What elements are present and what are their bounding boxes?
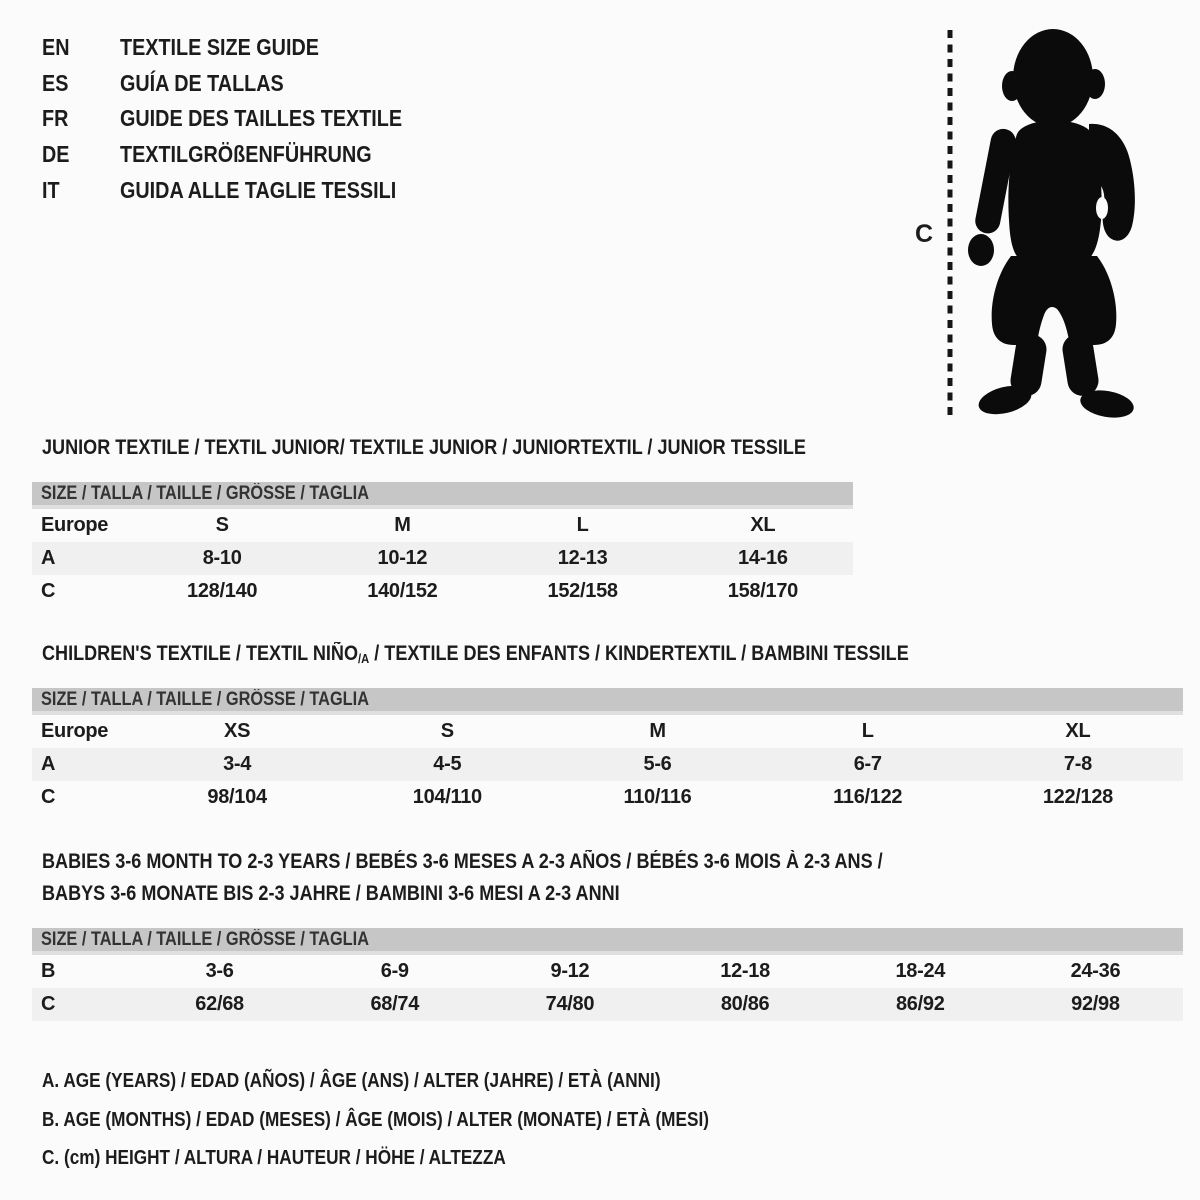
- guide-title-en: TEXTILE SIZE GUIDE: [120, 34, 319, 61]
- table-row: [32, 955, 1183, 988]
- height-cell: 122/128: [1042, 786, 1114, 808]
- guide-title-it: GUIDA ALLE TAGLIE TESSILI: [120, 176, 397, 203]
- section-title-babies-line2: BABYS 3-6 MONATE BIS 2-3 JAHRE / BAMBINI 3-6 MESI A 2-3 ANNI: [42, 882, 620, 905]
- section-title-junior: JUNIOR TEXTILE / TEXTIL JUNIOR/ TEXTILE JUNIOR / JUNIORTEXTIL / JUNIOR TESSILE: [42, 436, 806, 459]
- height-cell: 152/158: [547, 580, 618, 602]
- table-row: [32, 509, 853, 542]
- table-row: [32, 542, 853, 575]
- language-row-it: [42, 172, 448, 208]
- table-row: [32, 575, 853, 608]
- age-cell: 6-9: [380, 960, 409, 982]
- size-header-text: SIZE / TALLA / TAILLE / GRÖSSE / TAGLIA: [41, 929, 370, 950]
- table-row: [32, 781, 1183, 814]
- table-row: [32, 748, 1183, 781]
- size-cell: M: [394, 514, 411, 536]
- size-header-bar: [32, 482, 853, 509]
- height-cell: 116/122: [833, 786, 903, 808]
- guide-title-es: GUÍA DE TALLAS: [120, 69, 284, 96]
- babies-size-table: [32, 928, 1183, 1021]
- language-code: DE: [42, 141, 70, 168]
- children-title-post: / TEXTILE DES ENFANTS / KINDERTEXTIL / BAMBINI TESSILE: [369, 642, 909, 665]
- row-label: B: [41, 960, 56, 982]
- size-header-text: SIZE / TALLA / TAILLE / GRÖSSE / TAGLIA: [41, 483, 370, 504]
- children-title-sub: /A: [358, 650, 370, 666]
- size-cell: S: [215, 514, 229, 536]
- height-cell: 92/98: [1071, 993, 1120, 1015]
- section-title-babies-line1: BABIES 3-6 MONTH TO 2-3 YEARS / BEBÉS 3-6 MESES A 2-3 AÑOS / BÉBÉS 3-6 MOIS À 2-3 ANS /: [42, 850, 883, 873]
- size-cell: XS: [224, 720, 251, 742]
- language-title-block: [42, 30, 448, 208]
- height-label-c: C: [915, 220, 934, 248]
- language-code: EN: [42, 34, 70, 61]
- table-row: [32, 988, 1183, 1021]
- age-cell: 4-5: [433, 753, 462, 775]
- legend-line-b: [42, 1101, 818, 1140]
- language-row-en: [42, 30, 448, 66]
- row-label: Europe: [41, 514, 109, 536]
- age-cell: 18-24: [895, 960, 946, 982]
- age-cell: 14-16: [738, 547, 788, 569]
- size-cell: S: [440, 720, 454, 742]
- figure-area: [893, 10, 1155, 422]
- language-row-de: [42, 137, 448, 173]
- height-cell: 98/104: [207, 786, 267, 808]
- measurement-legend: [42, 1062, 818, 1178]
- age-cell: 8-10: [202, 547, 242, 569]
- age-cell: 24-36: [1070, 960, 1121, 982]
- toddler-figure: [968, 29, 1136, 421]
- row-label: C: [41, 580, 56, 602]
- language-code: ES: [42, 69, 69, 96]
- height-cell: 110/116: [623, 786, 692, 808]
- toddler-silhouette-icon: [893, 10, 1155, 422]
- language-row-fr: [42, 101, 448, 137]
- section-title-children: [42, 642, 909, 666]
- legend-line-c: [42, 1139, 818, 1178]
- children-size-table: [32, 688, 1183, 814]
- children-title-pre: CHILDREN'S TEXTILE / TEXTIL NIÑO: [42, 642, 359, 665]
- age-cell: 6-7: [853, 753, 882, 775]
- size-cell: XL: [1065, 720, 1091, 742]
- row-label: Europe: [41, 720, 109, 742]
- size-cell: XL: [750, 514, 776, 536]
- table-row: [32, 715, 1183, 748]
- legend-text-a: A. AGE (YEARS) / EDAD (AÑOS) / ÂGE (ANS) / ALTER (JAHRE) / ETÀ (ANNI): [42, 1070, 661, 1092]
- legend-text-c: C. (cm) HEIGHT / ALTURA / HAUTEUR / HÖHE / ALTEZZA: [42, 1147, 506, 1170]
- height-cell: 62/68: [195, 993, 244, 1015]
- language-row-es: [42, 66, 448, 102]
- guide-title-fr: GUIDE DES TAILLES TEXTILE: [120, 105, 403, 132]
- height-cell: 158/170: [727, 580, 798, 602]
- height-cell: 80/86: [720, 993, 770, 1015]
- legend-line-a: [42, 1062, 818, 1101]
- guide-title-de: TEXTILGRÖßENFÜHRUNG: [120, 141, 372, 168]
- height-cell: 68/74: [370, 993, 420, 1015]
- size-cell: M: [649, 720, 666, 742]
- size-cell: L: [861, 720, 874, 742]
- legend-text-b: B. AGE (MONTHS) / EDAD (MESES) / ÂGE (MOIS) / ALTER (MONATE) / ETÀ (MESI): [42, 1108, 709, 1131]
- age-cell: 9-12: [550, 960, 590, 982]
- age-cell: 3-4: [223, 753, 252, 775]
- size-header-bar: [32, 928, 1183, 955]
- height-cell: 128/140: [187, 580, 258, 602]
- row-label: C: [41, 786, 56, 808]
- row-label: C: [41, 993, 56, 1015]
- junior-size-table: [32, 482, 853, 608]
- height-cell: 74/80: [545, 993, 595, 1015]
- age-cell: 12-13: [557, 547, 608, 569]
- size-header-text: SIZE / TALLA / TAILLE / GRÖSSE / TAGLIA: [41, 689, 370, 710]
- age-cell: 5-6: [643, 753, 672, 775]
- language-code: IT: [42, 176, 60, 203]
- size-cell: L: [576, 514, 589, 536]
- height-cell: 140/152: [367, 580, 438, 602]
- size-header-bar: [32, 688, 1183, 715]
- row-label: A: [41, 547, 56, 569]
- age-cell: 7-8: [1063, 753, 1092, 775]
- row-label: A: [41, 753, 56, 775]
- age-cell: 12-18: [720, 960, 770, 982]
- age-cell: 10-12: [377, 547, 428, 569]
- height-cell: 104/110: [412, 786, 482, 808]
- age-cell: 3-6: [205, 960, 234, 982]
- language-code: FR: [42, 105, 69, 132]
- height-cell: 86/92: [895, 993, 945, 1015]
